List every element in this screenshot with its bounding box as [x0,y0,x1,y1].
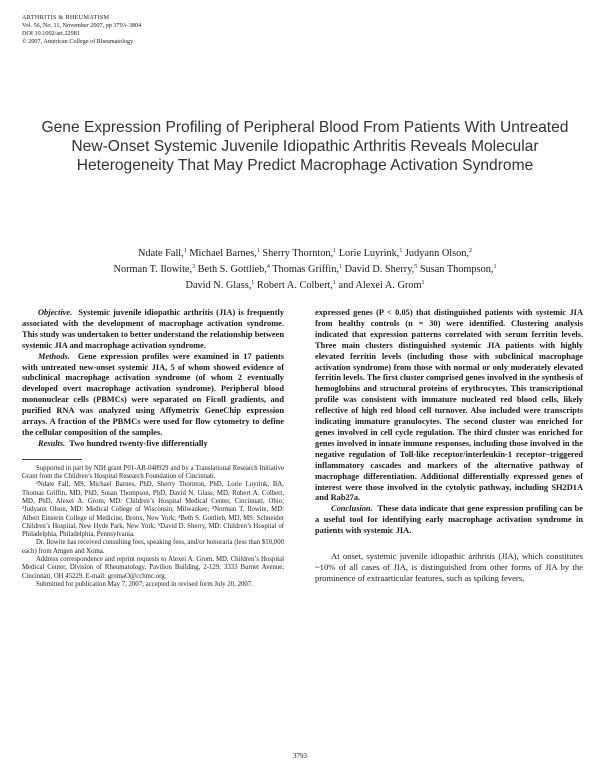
journal-volume: Vol. 56, No. 11, November 2007, pp 3793–3804 [22,22,142,29]
journal-doi: DOI 10.1002/art.22981 [22,30,80,37]
journal-name: ARTHRITIS & RHEUMATISM [22,14,110,21]
author: Judyann Olson,$^2$ [404,248,472,259]
author: David N. Glass,$^1$ [185,280,255,291]
author: and Alexei A. Grom$^1$ [338,280,425,291]
author: David D. Sherry,$^5$ [344,264,418,275]
abstract-objective: Objective. Systemic juvenile idiopathic arthritis (JIA) is frequently associated with the development of macrophage activation syndrome. This study was undertaken to better understand the relationship between systemic JIA and macrophage activation syndrome. [22,308,285,350]
author: Norman T. Ilowite,$^3$ [113,264,196,275]
journal-copyright: © 2007, American College of Rheumatology [22,38,134,45]
footnote-divider [22,459,82,460]
author: Sherry Thornton,$^1$ [262,248,337,259]
footnote-correspondence: Address correspondence and reprint requests to Alexei A. Grom, MD, Children’s Hospital Medical Center, Division of Rheumatology, Pavilion Building, 2-129, 3333 Burnet Avenue, Cincinnati, OH 45229. E-mail: gromaO@cchmc.org. [22,556,284,580]
methods-label: Methods. [38,351,70,361]
author: Susan Thompson,$^1$ [419,264,497,275]
journal-header [22,14,141,46]
abstract-methods: Methods. Gene expression profiles were examined in 17 patients with untreated new-onset systemic JIA, 5 of whom showed evidence of subclinical macrophage activation syndrome (of whom 2 eventually developed overt macrophage activation syndrome). Peripheral blood mononuclear cells (PBMCs) were separated on Ficoll gradients, and purified RNA was analyzed using Affymetrix GeneChip expression arrays. A fraction of the PBMCs were used for flow cytometry to define the cellular composition of the samples. [22,351,284,437]
author: Ndate Fall,$^1$ [137,248,187,259]
right-column [315,308,583,585]
footnote-affiliations: ¹Ndate Fall, MS, Michael Barnes, PhD, Sherry Thornton, PhD, Lorie Luyrink, BA, Thomas Griffin, MD, PhD, Susan Thompson, PhD, David N. Glass, MD, Robert A. Colbert, MD, PhD, Alexei A. Grom, MD: Children’s Hospital Medical Center, Cincinnati, Ohio; ²Judyann Olson, MD: Medical College of Wisconsin, Milwaukee; ³Norman T. Ilowite, MD: Albert Einstein College of Medicine, Bronx, New York; ⁴Beth S. Gottlieb, MD, MS: Schneider Children’s Hospital, New Hyde Park, New York; ⁵David D. Sherry, MD: Children’s Hospital of Philadelphia, Philadelphia, Pennsylvania. [22,481,284,539]
objective-label: Objective. [38,308,73,317]
intro-paragraph: At onset, systemic juvenile idiopathic arthritis (JIA), which constitutes ~10% of all cases of JIA, is distinguished from other forms of JIA by the prominence of extraarticular features, such as spiking fevers, [315,551,583,584]
author: Beth S. Gottlieb,$^4$ [197,264,270,275]
footnote-disclosure: Dr. Ilowite has received consulting fees, speaking fees, and/or honoraria (less than $10,000 each) from Amgen and Xoma. [22,539,284,555]
article-title: Gene Expression Profiling of Peripheral Blood From Patients With Untreated New-Onset Systemic Juvenile Idiopathic Arthritis Reveals Molecular Heterogeneity That May Predict Macrophage Activation Syndrome [41,119,569,174]
footnote-funding: Supported in part by NIH grant P01-AR-048929 and by a Translational Research Initiative Grant from the Children’s Hospital Research Foundation of Cincinnati. [22,464,284,481]
author: Michael Barnes,$^1$ [189,248,260,259]
page-number: 3793 [293,752,307,760]
footnote-submission: Submitted for publication May 7, 2007; accepted in revised form July 20, 2007. [36,580,253,588]
conclusion-label: Conclusion. [331,504,373,514]
abstract-conclusion: Conclusion. These data indicate that gene expression profiling can be a useful tool for identifying early macrophage activation syndrome in patients with systemic JIA. [315,504,583,536]
author: Robert A. Colbert,$^1$ [256,280,336,291]
author: Lorie Luyrink,$^1$ [338,248,403,259]
author-list [36,246,574,294]
author: Thomas Griffin,$^1$ [272,264,342,275]
left-column [22,308,284,589]
abstract-results-cont: expressed genes (P < 0.05) that distinguished patients with systemic JIA from healthy controls (n = 30) were identified. Clustering analysis indicated that expression patterns correlated with serum ferritin levels. Three main clusters distinguished systemic JIA patients with highly elevated ferritin levels (including those with subclinical macrophage activation syndrome) from those with normal or only moderately elevated ferritin levels. The first cluster comprised genes involved in the synthesis of hemoglobins and structural proteins of erythrocytes. This transcriptional profile was consistent with immature nucleated red blood cells, likely reflective of high red blood cell turnover. Also included were transcripts indicating immature granulocytes. The second cluster was enriched for genes involved in cell cycle regulation. The third cluster was enriched for genes involved in innate immune responses, including those involved in the negative regulation of Toll-like receptor/interleukin-1 receptor–triggered inflammatory cascades and markers of the alternative pathway of macrophage differentiation. Additional differentially expressed genes of interest were those involved in the cytolytic pathway, including SH2D1A and Rab27a. [315,308,583,503]
results-label: Results. [38,438,66,448]
abstract-results-start: Results. Two hundred twenty-five differentially [38,438,208,448]
